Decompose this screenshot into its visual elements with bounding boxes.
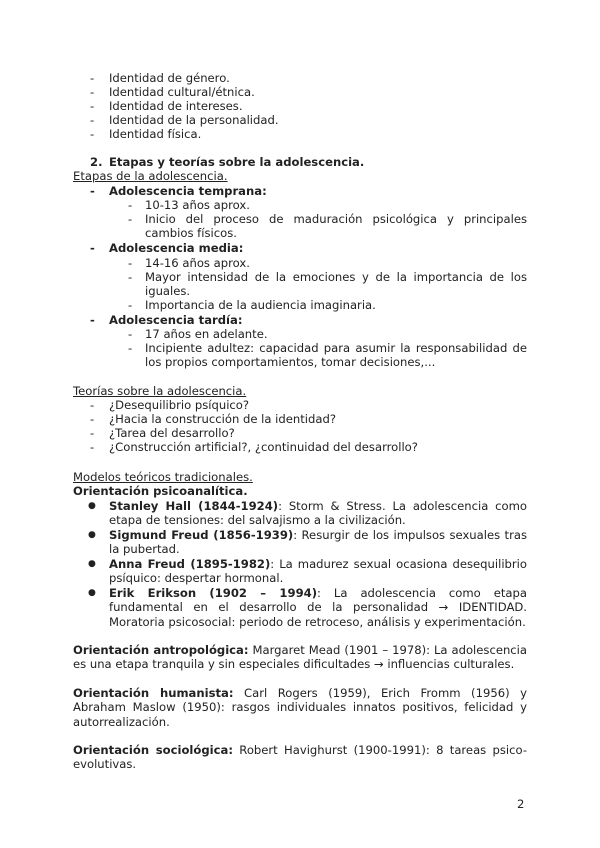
- author-item: [109, 557, 527, 586]
- author-text: : La madurez sexual ocasiona desequilibrio psíquico: despertar hormonal.: [109, 557, 527, 586]
- author-item: [109, 499, 527, 528]
- list-item: - ¿Tarea del desarrollo?: [109, 426, 235, 440]
- tardia-label: - Adolescencia tardía:: [109, 313, 243, 327]
- author-name: Stanley Hall (1844-1924): [109, 499, 279, 513]
- orientation-label: Orientación antropológica:: [73, 643, 249, 657]
- page-number: 2: [517, 797, 525, 811]
- author-item: [109, 528, 527, 557]
- section-title: Etapas y teorías sobre la adolescencia.: [109, 155, 365, 169]
- list-item: - Identidad cultural/étnica.: [109, 85, 255, 99]
- list-item: - Mayor intensidad de la emociones y de la importancia de los iguales.: [145, 270, 527, 299]
- temprana-label: - Adolescencia temprana:: [109, 184, 267, 198]
- author-name: Anna Freud (1895-1982): [109, 557, 271, 571]
- list-item: - ¿Desequilibrio psíquico?: [109, 398, 249, 412]
- list-item: - 14-16 años aprox.: [145, 256, 250, 270]
- author-text: : La adolescencia como etapa fundamental en el desarrollo de la personalidad → IDENTIDAD. Moratoria psicosocial: periodo de retroceso, análisis y experimentación.: [109, 586, 527, 629]
- sociologica-paragraph: [73, 743, 527, 772]
- list-item: - Incipiente adultez: capacidad para asumir la responsabilidad de los propios comportamientos, tomar decisiones,...: [145, 341, 527, 370]
- teorias-heading: Teorías sobre la adolescencia.: [73, 384, 247, 398]
- orientation-text: Margaret Mead (1901 – 1978): La adolescencia es una etapa tranquila y sin especiales dificultades → influencias culturales.: [73, 643, 527, 672]
- orientation-label: Orientación sociológica:: [73, 743, 233, 757]
- antropologica-paragraph: [73, 643, 527, 672]
- list-item: - Importancia de la audiencia imaginaria.: [145, 298, 376, 312]
- modelos-heading: Modelos teóricos tradicionales.: [73, 470, 253, 484]
- author-name: Sigmund Freud (1856-1939): [109, 528, 294, 542]
- author-text: : Storm & Stress. La adolescencia como etapa de tensiones: del salvajismo a la civilización.: [109, 499, 528, 528]
- author-item: [109, 586, 527, 629]
- author-text: : Resurgir de los impulsos sexuales tras la pubertad.: [109, 528, 527, 557]
- etapas-heading: Etapas de la adolescencia.: [73, 169, 228, 183]
- media-label: - Adolescencia media:: [109, 241, 243, 255]
- list-item: - 10-13 años aprox.: [145, 198, 250, 212]
- orientation-text: Robert Havighurst (1900-1991): 8 tareas psico-evolutivas.: [73, 743, 528, 772]
- list-item: - Identidad de intereses.: [109, 99, 243, 113]
- list-item: - Identidad física.: [109, 127, 201, 141]
- list-item: - ¿Hacia la construcción de la identidad?: [109, 412, 336, 426]
- author-name: Erik Erikson (1902 – 1994): [109, 586, 318, 600]
- orientation-text: Carl Rogers (1959), Erich Fromm (1956) y Abraham Maslow (1950): rasgos individuales innatos positivos, felicidad y autorrealización.: [73, 686, 527, 729]
- list-item: - Inicio del proceso de maduración psicológica y principales cambios físicos.: [145, 212, 527, 241]
- list-item: - Identidad de la personalidad.: [109, 113, 279, 127]
- list-item: - Identidad de género.: [109, 71, 230, 85]
- list-item: - ¿Construcción artificial?, ¿continuidad del desarrollo?: [109, 440, 418, 454]
- section-number: 2.: [90, 155, 103, 169]
- orientation-label: Orientación humanista:: [73, 686, 234, 700]
- humanista-paragraph: [73, 686, 527, 729]
- psicoanalitica-title: Orientación psicoanalítica.: [73, 484, 248, 498]
- list-item: - 17 años en adelante.: [145, 327, 268, 341]
